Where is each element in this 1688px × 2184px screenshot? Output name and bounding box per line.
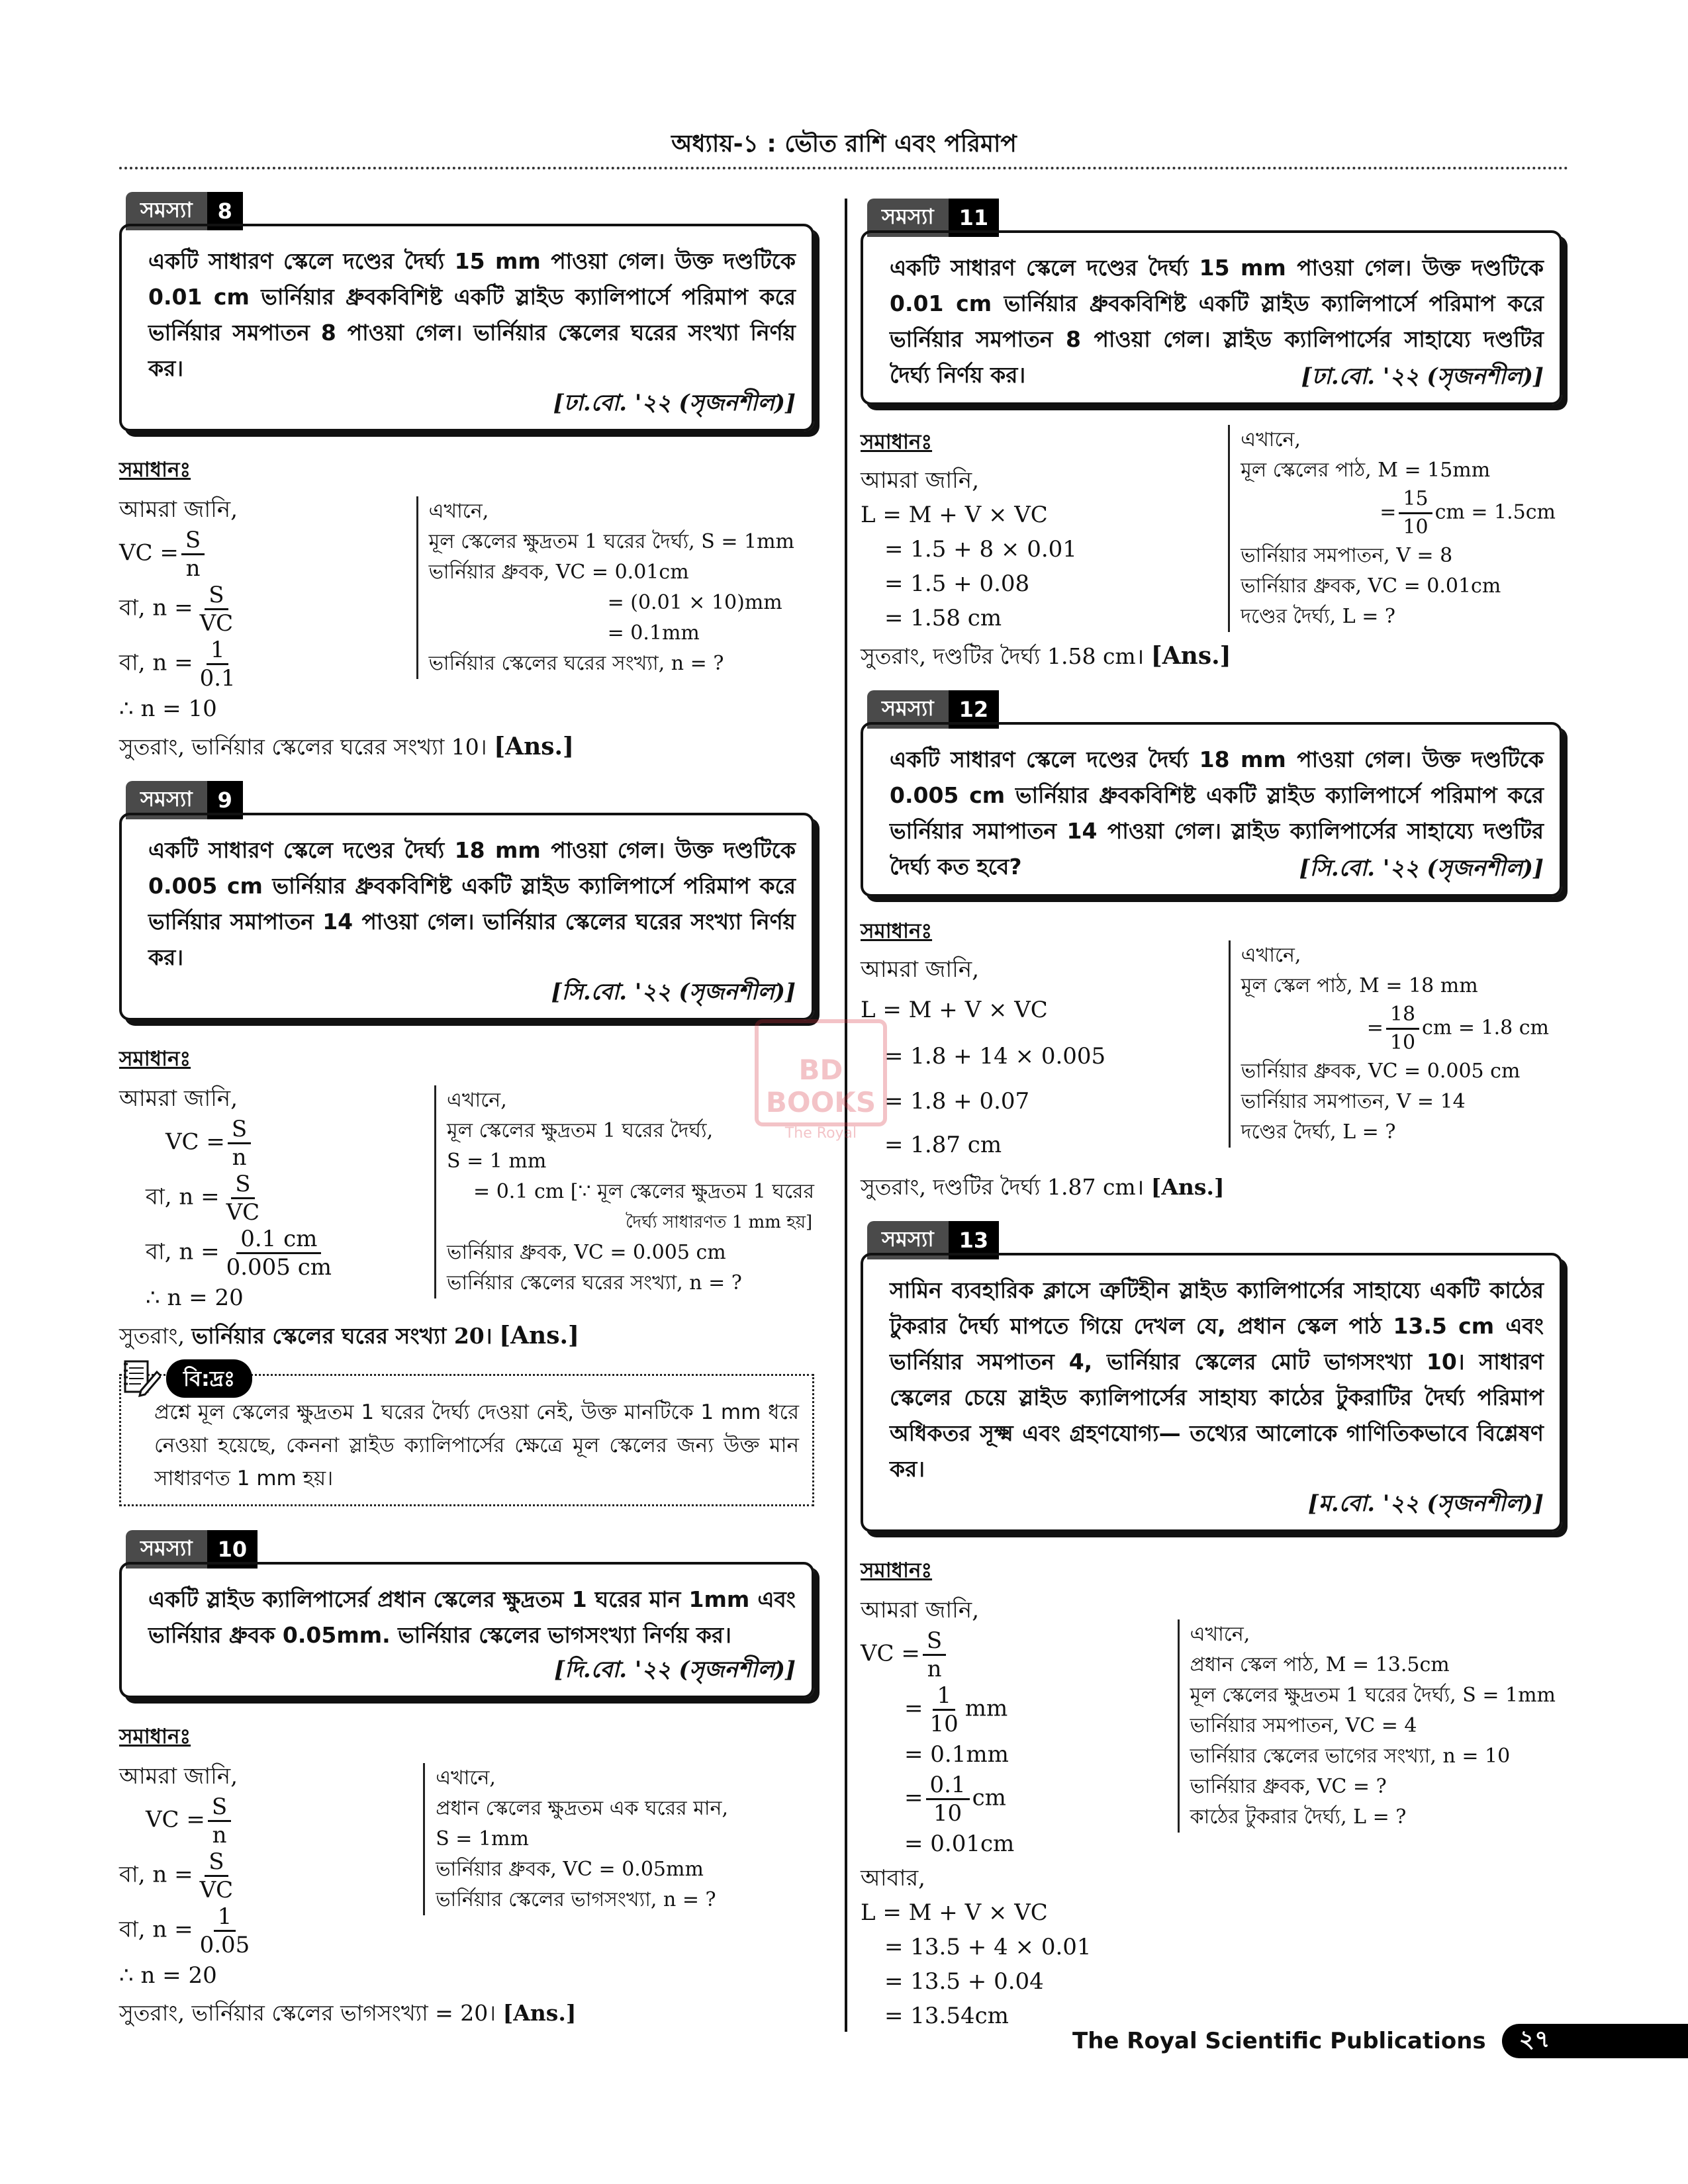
given-item: মূল স্কেল পাঠ, M = 18 mm [1241,974,1478,997]
header-divider [119,167,1569,169]
given-values [1228,425,1556,632]
answer-mark: [Ans.] [494,733,575,760]
right-column [861,199,1569,2033]
given-item: দণ্ডের দৈর্ঘ্য, L = ? [1241,1120,1396,1144]
eq-sign: = [1380,500,1397,524]
unit: cm [972,1784,1006,1811]
given-heading: এখানে, [428,500,489,523]
given-item: প্রধান স্কেল পাঠ, M = 13.5cm [1190,1653,1450,1676]
fraction-denominator: n [232,1144,247,1171]
fraction-numerator: S [205,1848,228,1877]
fraction-denominator: 10 [929,1711,959,1737]
given-value: cm = 1.8 cm [1422,1016,1549,1040]
solution-block [861,1593,1569,2033]
given-item: প্রধান স্কেলের ক্ষুদ্রতম এক ঘরের মান, [436,1797,728,1820]
problem-text: একটি সাধারণ স্কেলে দণ্ডের দৈর্ঘ্য 15 mm পাওয়া গেল। উক্ত দণ্ডটিকে 0.01 cm ভার্নিয়ার ধ্রুবকবিশিষ্ট একটি স্লাইড ক্যালিপার্সে পরিমাপ করে ভার্নিয়ার সমপাতন 8 পাওয়া গেল। স্লাইড ক্যালিপার্সের সাহায্যে দণ্ডটির দৈর্ঘ্য নির্ণয় কর। [890,255,1544,388]
conclusion [861,1169,1569,1205]
note-box [119,1366,814,1506]
problem-statement-box [119,813,814,1021]
eq-lhs: VC = [861,1640,920,1667]
problem-13 [861,1221,1569,2033]
fraction [222,1171,264,1226]
given-item: মূল স্কেলের পাঠ, M = 15mm [1241,459,1491,482]
we-know-text: আমরা জানি, [861,956,980,983]
eq-lhs: VC = [165,1128,225,1156]
problem-statement-box [861,1253,1562,1532]
given-item: ভার্নিয়ার সমপাতন, V = 8 [1241,544,1453,567]
problem-source: [ম.বো. '২২ (সৃজনশীল)] [1307,1490,1544,1517]
conclusion-text: সুতরাং, দণ্ডটির দৈর্ঘ্য 1.87 cm। [861,1174,1145,1200]
problem-number: 11 [949,199,1000,237]
note-header [121,1357,252,1400]
given-item: মূল স্কেলের ক্ষুদ্রতম 1 ঘরের দৈর্ঘ্য, S = 1mm [428,530,794,553]
watermark [741,1019,900,1152]
problem-text: সামিন ব্যবহারিক ক্লাসে ত্রুটিহীন স্লাইড ক্যালিপার্সের সাহায্যে একটি কাঠের টুকরার দৈর্ঘ্য মাপতে গিয়ে দেখল যে, প্রধান স্কেল পাঠ 13.5 cm এবং ভার্নিয়ার সমপাতন 4, ভার্নিয়ার স্কেলের মোট ভাগসংখ্যা 10। সাধারণ স্কেলের চেয়ে স্লাইড ক্যালিপার্সের সাহায্য কাঠের টুকরাটির দৈর্ঘ্য পরিমাপ অধিকতর সূক্ষ্ম এবং গ্রহণযোগ্য— তথ্যের আলোকে গাণিতিকভাবে বিশ্লেষণ কর। [890,1277,1544,1482]
problem-number: 10 [207,1530,258,1569]
equation-line: L = M + V × VC [861,1899,1048,1926]
fraction [926,1682,962,1737]
conclusion [119,1995,821,2031]
we-know-text: আমরা জানি, [119,1085,238,1112]
conclusion-text: ভার্নিয়ার স্কেলের ঘরের সংখ্যা 20। [191,1323,492,1349]
equation-line: ∴ n = 10 [119,696,217,722]
problem-tag-label: সমস্যা [126,1530,207,1569]
equation-line [119,1848,256,1903]
fraction-denominator: VC [226,1199,260,1226]
given-item: S = 1 mm [447,1150,547,1173]
given-item: ভার্নিয়ার ধ্রুবক, VC = 0.005 cm [1241,1060,1521,1083]
given-item: S = 1mm [436,1827,529,1850]
watermark-text: BD BOOKS [765,1054,876,1118]
fraction [196,582,238,637]
fraction-denominator: n [212,1822,227,1848]
answer-mark: [Ans.] [1150,642,1231,670]
fraction-denominator: 10 [1403,516,1429,539]
given-item [1241,1001,1549,1056]
problem-source: [ঢা.বো. '২২ (সৃজনশীল)] [553,390,796,416]
given-heading: এখানে, [1241,944,1301,967]
equation-line [861,1627,1092,1682]
given-item: মূল স্কেলের ক্ষুদ্রতম 1 ঘরের দৈর্ঘ্য, [447,1119,714,1142]
problem-tag-label: সমস্যা [867,199,949,237]
solution-block [861,914,1569,1167]
fraction-numerator: S [181,527,205,555]
again-text: আবার, [861,1865,925,1891]
solution-block [119,1081,821,1315]
equation-line: ∴ n = 20 [119,1962,217,1989]
equation-line: = 1.8 + 14 × 0.005 [884,1043,1106,1069]
problem-source: [ঢা.বো. '২২ (সৃজনশীল)] [1301,363,1544,390]
equation-line: L = M + V × VC [861,997,1048,1023]
solution-title: সমাধানঃ [861,1559,933,1582]
problem-number: 13 [949,1221,1000,1259]
equation-line: = $\frac{1}{10}$ mm [904,1682,1008,1737]
solution-work [119,1081,338,1315]
solution-block [119,1759,821,1993]
problem-12 [861,690,1569,1205]
given-item: ভার্নিয়ার স্কেলের ভাগসংখ্যা, n = ? [436,1888,716,1911]
given-item [1241,486,1556,541]
fraction-denominator: 0.005 cm [226,1254,332,1281]
fraction-numerator: 1 [207,637,229,665]
page-footer [1072,2024,1688,2058]
notepad-pencil-icon [121,1357,161,1400]
fraction-numerator: S [231,1171,254,1199]
solution-work [861,425,1077,635]
problem-statement-box [119,224,814,432]
problem-tag-label: সমস্যা [867,690,949,729]
equation-line: = 1.8 + 0.07 [884,1088,1030,1115]
given-heading: এখানে, [447,1089,507,1112]
fraction-numerator: S [205,582,228,610]
note-badge: বি:দ্রঃ [166,1359,252,1398]
equation-line [119,637,242,692]
fraction-denominator: 10 [1389,1031,1416,1054]
problem-source: [সি.বো. '২২ (সৃজনশীল)] [551,979,796,1005]
problem-text: একটি স্লাইড ক্যালিপাসের্র প্রধান স্কেলের ক্ষুদ্রতম 1 ঘরের মান 1mm এবং ভার্নিয়ার ধ্রুবক 0.05mm. ভার্নিয়ার স্কেলের ভাগসংখ্যা নির্ণয় কর। [148,1586,796,1648]
conclusion [119,729,821,765]
answer-mark: [Ans.] [502,2000,577,2026]
fraction-numerator: 1 [214,1903,236,1932]
solution-title: সমাধানঃ [861,919,933,943]
solution-block [861,425,1569,635]
given-item: ভার্নিয়ার ধ্রুবক, VC = 0.01cm [1241,574,1501,598]
fraction-numerator: 18 [1386,1001,1419,1030]
given-item: = 0.1 cm [∵ মূল স্কেলের ক্ষুদ্রতম 1 ঘরের [473,1180,814,1203]
fraction-numerator: 15 [1399,486,1432,514]
given-item: ভার্নিয়ার ধ্রুবক, VC = 0.05mm [436,1858,704,1881]
solution-work [861,1593,1092,2033]
given-item: দণ্ডের দৈর্ঘ্য, L = ? [1241,605,1395,628]
equation-line [119,582,242,637]
fraction [196,637,240,692]
given-value: cm = 1.5cm [1434,500,1556,524]
fraction [926,1772,970,1827]
fraction-numerator: 0.1 cm [236,1226,321,1254]
equation-line: ∴ n = 20 [146,1285,244,1311]
given-values [1178,1619,1556,1833]
given-item: কাঠের টুকরার দৈর্ঘ্য, L = ? [1190,1805,1407,1829]
equation-line: = 13.5 + 0.04 [884,1968,1044,1995]
given-heading: এখানে, [1190,1623,1250,1646]
eq-lhs: বা, n = [119,649,193,676]
fraction [222,1226,336,1281]
given-item: ভার্নিয়ার স্কেলের ঘরের সংখ্যা, n = ? [447,1271,742,1295]
given-item: ভার্নিয়ার স্কেলের ভাগের সংখ্যা, n = 10 [1190,1745,1511,1768]
fraction-denominator: 10 [933,1800,962,1827]
we-know-text: আমরা জানি, [119,1763,238,1790]
fraction-numerator: 1 [933,1682,955,1711]
fraction-denominator: VC [199,1877,234,1903]
answer-mark: [Ans.] [499,1322,580,1349]
problem-text: একটি সাধারণ স্কেলে দণ্ডের দৈর্ঘ্য 18 mm পাওয়া গেল। উক্ত দণ্ডটিকে 0.005 cm ভার্নিয়ার ধ্রুবকবিশিষ্ট একটি স্লাইড ক্যালিপার্সে পরিমাপ করে ভার্নিয়ার সমাপাতন 14 পাওয়া গেল। স্লাইড ক্যালিপার্সের সাহায্যে দণ্ডটির দৈর্ঘ্য কত হবে? [890,747,1544,880]
given-item: ভার্নিয়ার ধ্রুবক, VC = 0.01cm [428,561,689,584]
solution-work [119,492,242,726]
conclusion-text: সুতরাং, দণ্ডটির দৈর্ঘ্য 1.58 cm। [861,643,1145,669]
solution-title: সমাধানঃ [119,1047,191,1071]
fraction-denominator: VC [199,610,234,637]
equation-line [119,1794,256,1848]
given-heading: এখানে, [436,1766,496,1790]
publisher-name: The Royal Scientific Publications [1072,2028,1486,2054]
equation-line: = $\frac{0.1}{10}$ cm [904,1772,1006,1827]
given-item: = 0.1mm [607,621,700,645]
equation-line: = 1.58 cm [884,605,1002,631]
conclusion [119,1318,821,1354]
fraction [1386,1001,1419,1056]
problem-tag-label: সমস্যা [126,192,207,230]
solution-title: সমাধানঃ [119,1725,191,1749]
fraction [181,527,205,582]
equation-line: = 13.54cm [884,2003,1009,2029]
given-item: ভার্নিয়ার ধ্রুবক, VC = ? [1190,1775,1387,1798]
problem-8 [119,192,821,765]
equation-line [119,1226,338,1281]
fraction-numerator: S [923,1627,946,1656]
page-header-title: অধ্যায়-১ : ভৌত রাশি এবং পরিমাপ [671,130,1017,158]
answer-mark: [Ans.] [1150,1174,1225,1200]
equation-line [119,1116,338,1171]
problem-source: [দি.বো. '২২ (সৃজনশীল)] [554,1657,796,1683]
problem-11 [861,199,1569,674]
equation-line: = 0.1mm [904,1741,1009,1768]
conclusion [861,638,1569,674]
equation-line [119,1903,256,1958]
equation-line: = 1.5 + 8 × 0.01 [884,536,1077,563]
fraction-denominator: n [927,1656,942,1682]
page-number: ২৭ [1519,2026,1550,2053]
problem-number: 12 [949,690,1000,729]
equation-line [119,527,242,582]
solution-work [119,1759,256,1993]
fraction-numerator: S [208,1794,231,1822]
problem-9 [119,781,821,1354]
watermark-subtext: The Royal [784,1125,857,1142]
equation-line: L = M + V × VC [861,502,1048,528]
conclusion-text: সুতরাং, ভার্নিয়ার স্কেলের ঘরের সংখ্যা 10। [119,734,487,760]
equation-line: = 13.5 + 4 × 0.01 [884,1934,1092,1960]
fraction-denominator: n [185,555,201,582]
problem-tag-label: সমস্যা [867,1221,949,1259]
problem-statement-box [861,722,1562,897]
problem-number: 8 [207,192,243,230]
eq-lhs: VC = [146,1806,205,1833]
equation-line: = 1.87 cm [884,1132,1002,1158]
fraction [196,1848,238,1903]
we-know-text: আমরা জানি, [119,496,238,523]
given-values [423,1763,728,1915]
problem-tag-label: সমস্যা [126,781,207,819]
given-item: দৈর্ঘ্য সাধারণত 1 mm হয়] [626,1212,813,1232]
given-item: ভার্নিয়ার ধ্রুবক, VC = 0.005 cm [447,1241,726,1264]
solution-block [119,492,821,726]
eq-lhs: VC = [119,539,179,567]
given-values [416,496,794,679]
fraction [1399,486,1432,541]
solution-title: সমাধানঃ [861,430,933,454]
fraction [196,1903,254,1958]
problem-text: একটি সাধারণ স্কেলে দণ্ডের দৈর্ঘ্য 15 mm পাওয়া গেল। উক্ত দণ্ডটিকে 0.01 cm ভার্নিয়ার ধ্রুবকবিশিষ্ট একটি স্লাইড ক্যালিপার্সে পরিমাপ করে ভার্নিয়ার সমপাতন 8 পাওয়া গেল। ভার্নিয়ার স্কেলের ঘরের সংখ্যা নির্ণয় কর। [148,248,796,381]
problem-source: [সি.বো. '২২ (সৃজনশীল)] [1299,855,1544,882]
given-item: ভার্নিয়ার স্কেলের ঘরের সংখ্যা, n = ? [428,652,724,675]
problem-10 [119,1530,821,2031]
problem-number: 9 [207,781,243,819]
given-item: মূল স্কেলের ক্ষুদ্রতম 1 ঘরের দৈর্ঘ্য, S = 1mm [1190,1684,1556,1707]
solution-title: সমাধানঃ [119,458,191,482]
problem-text: একটি সাধারণ স্কেলে দণ্ডের দৈর্ঘ্য 18 mm পাওয়া গেল। উক্ত দণ্ডটিকে 0.005 cm ভার্নিয়ার ধ্রুবকবিশিষ্ট একটি স্লাইড ক্যালিপার্সে পরিমাপ করে ভার্নিয়ার সমাপাতন 14 পাওয়া গেল। ভার্নিয়ার স্কেলের ঘরের সংখ্যা নির্ণয় কর। [148,837,796,970]
fraction-denominator: 0.1 [199,665,236,692]
eq-lhs: বা, n = [119,1861,193,1888]
equation-line [119,1171,338,1226]
equation-line: = 0.01cm [904,1831,1015,1857]
fraction-denominator: 0.05 [199,1932,250,1958]
fraction [923,1627,946,1682]
eq-lhs: বা, n = [146,1238,220,1265]
fraction-numerator: S [228,1116,251,1144]
fraction [228,1116,251,1171]
fraction [208,1794,231,1848]
given-values [1229,940,1549,1148]
page-number-bar [1502,2024,1688,2058]
eq-sign: = [1366,1016,1383,1040]
given-heading: এখানে, [1241,428,1301,451]
given-item: = (0.01 × 10)mm [607,591,782,614]
conclusion-prefix: সুতরাং, [119,1323,185,1349]
given-item: ভার্নিয়ার সমপাতন, V = 14 [1241,1090,1466,1113]
problem-statement-box [119,1562,814,1698]
left-column [119,192,821,2031]
given-item: ভার্নিয়ার সমপাতন, VC = 4 [1190,1714,1417,1737]
we-know-text: আমরা জানি, [861,1597,980,1623]
equation-line: = 1.5 + 0.08 [884,570,1030,597]
eq-lhs: বা, n = [119,1916,193,1943]
unit: mm [964,1695,1008,1722]
eq-lhs: বা, n = [119,594,193,621]
note-text: প্রশ্নে মূল স্কেলের ক্ষুদ্রতম 1 ঘরের দৈর্ঘ্য দেওয়া নেই, উক্ত মানটিকে 1 mm ধরে নেওয়া হয়েছে, কেননা স্লাইড ক্যালিপার্সের ক্ষেত্রে মূল স্কেলের জন্য উক্ত মান সাধারণত 1 mm হয়। [154,1400,799,1490]
eq-lhs: বা, n = [146,1183,220,1210]
we-know-text: আমরা জানি, [861,467,980,494]
problem-statement-box [861,230,1562,405]
conclusion-text: সুতরাং, ভার্নিয়ার স্কেলের ভাগসংখ্যা = 20। [119,2000,496,2026]
fraction-numerator: 0.1 [926,1772,970,1800]
